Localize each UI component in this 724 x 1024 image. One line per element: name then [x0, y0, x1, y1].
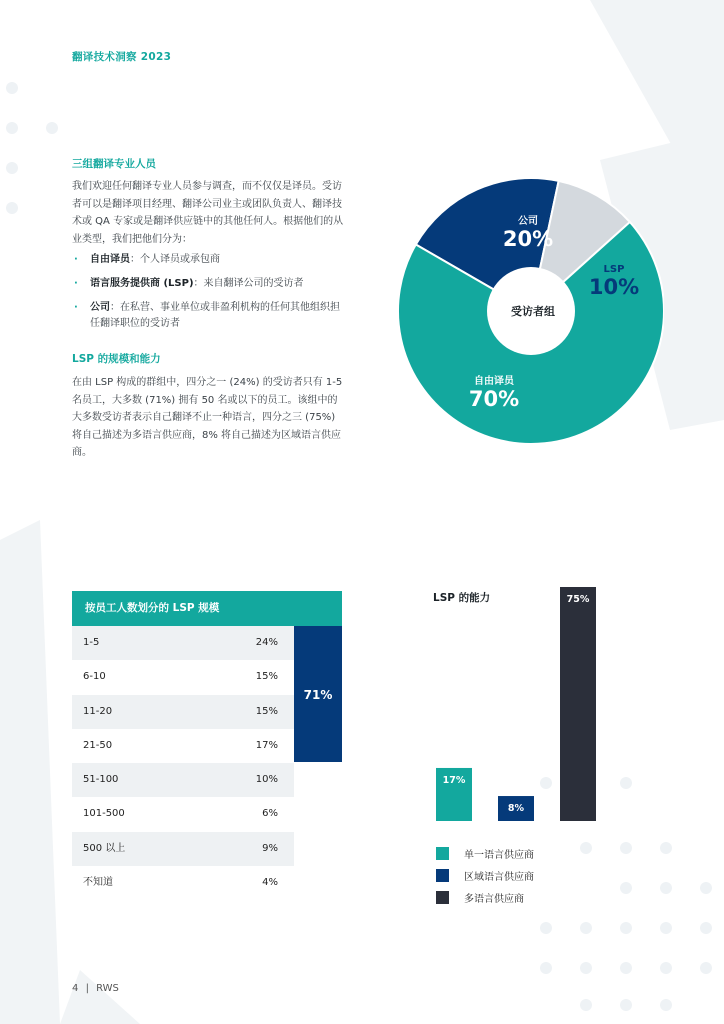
legend-label: 单一语言供应商 [464, 849, 534, 861]
bar-value-label: 8% [507, 803, 525, 815]
pie-slice-label-lsp: LSP 10% [588, 264, 640, 299]
pie-slice-label-company: 公司 20% [502, 216, 554, 251]
row-label: 11-20 [83, 705, 113, 717]
list-item [72, 276, 347, 292]
bar-chart-svg [428, 580, 608, 822]
row-label: 21-50 [83, 739, 113, 751]
bullet-dot-icon: · [74, 254, 78, 265]
chart-title: LSP 的能力 [433, 592, 491, 604]
legend-label: 区域语言供应商 [464, 871, 534, 883]
legend-item [436, 842, 534, 864]
pie-slice-label-freelance: 自由译员 70% [468, 376, 520, 411]
legend-label: 多语言供应商 [464, 893, 524, 905]
chart-legend [436, 842, 534, 908]
row-label: 51-100 [83, 774, 119, 786]
section-body-professionals: 我们欢迎任何翻译专业人员参与调查，而不仅仅是译员。受访者可以是翻译项目经理、翻译公司业主或团队负责人、翻译技术或 QA 专家或是翻译供应链中的其他任何人。根据他们的从业类型，我们把他们分为： [72, 181, 344, 245]
bullet-desc: ：来自翻译公司的受访者 [193, 278, 304, 289]
bar-3 [560, 587, 596, 821]
table-row [72, 797, 294, 831]
table-row [72, 832, 294, 866]
respondent-group-pie [398, 174, 664, 448]
table-row [72, 729, 294, 763]
row-value: 10% [255, 774, 278, 786]
legend-item [436, 864, 534, 886]
section-heading-professionals: 三组翻译专业人员 [72, 158, 156, 170]
table-title: 按员工人数划分的 LSP 规模 [72, 591, 342, 626]
table-row [72, 626, 294, 660]
bracket-value: 71% [303, 688, 333, 702]
row-label: 6-10 [83, 671, 106, 683]
document-header: 翻译技术洞察 2023 [72, 51, 172, 63]
bullet-dot-icon: · [74, 278, 78, 289]
section-heading-lsp: LSP 的规模和能力 [72, 353, 161, 365]
bullet-desc: ：在私营、事业单位或非盈利机构的任何其他组织担任翻译职位的受访者 [90, 302, 340, 329]
table-row [72, 660, 294, 694]
lsp-capability-chart [428, 580, 608, 822]
table-row [72, 695, 294, 729]
bar-value-label: 75% [566, 594, 590, 605]
table-row [72, 763, 294, 797]
row-label: 不知道 [83, 877, 113, 889]
row-value: 4% [262, 877, 278, 889]
row-label: 1-5 [83, 637, 100, 648]
bullet-dot-icon: · [74, 302, 78, 313]
legend-swatch [436, 847, 449, 860]
row-value: 24% [255, 637, 278, 648]
row-value: 15% [255, 705, 278, 717]
row-label: 500 以上 [83, 842, 126, 854]
pie-center-label: 受访者组 [511, 305, 555, 318]
page-number: 4 [72, 983, 79, 994]
footer-separator: | [85, 983, 89, 994]
cumulative-bracket [294, 626, 342, 762]
row-value: 6% [262, 808, 278, 820]
section-body-lsp: 在由 LSP 构成的群组中，四分之一 (24%) 的受访者只有 1-5 名员工，大多数 (71%) 拥有 50 名或以下的员工。该组中的大多数受访者表示自己翻译不止一种语言，四分之三 (75%) 将自己描述为多语言供应商，8% 将自己描述为区域语言供应商。 [72, 377, 343, 458]
legend-item [436, 886, 534, 908]
footer-brand: RWS [96, 983, 119, 994]
bullet-term: 公司 [90, 302, 110, 313]
bullet-term: 语言服务提供商 (LSP) [90, 278, 194, 289]
list-item [72, 252, 347, 268]
respondent-type-list [72, 252, 347, 340]
row-label: 101-500 [83, 808, 125, 820]
bullet-desc: ：个人译员或承包商 [130, 254, 220, 265]
page-footer [72, 983, 119, 994]
row-value: 9% [262, 842, 278, 854]
bullet-term: 自由译员 [90, 254, 130, 265]
legend-swatch [436, 869, 449, 882]
row-value: 15% [255, 671, 278, 683]
row-value: 17% [255, 739, 278, 751]
list-item [72, 300, 347, 332]
legend-swatch [436, 891, 449, 904]
table-row [72, 866, 294, 900]
bar-value-label: 17% [442, 774, 466, 786]
